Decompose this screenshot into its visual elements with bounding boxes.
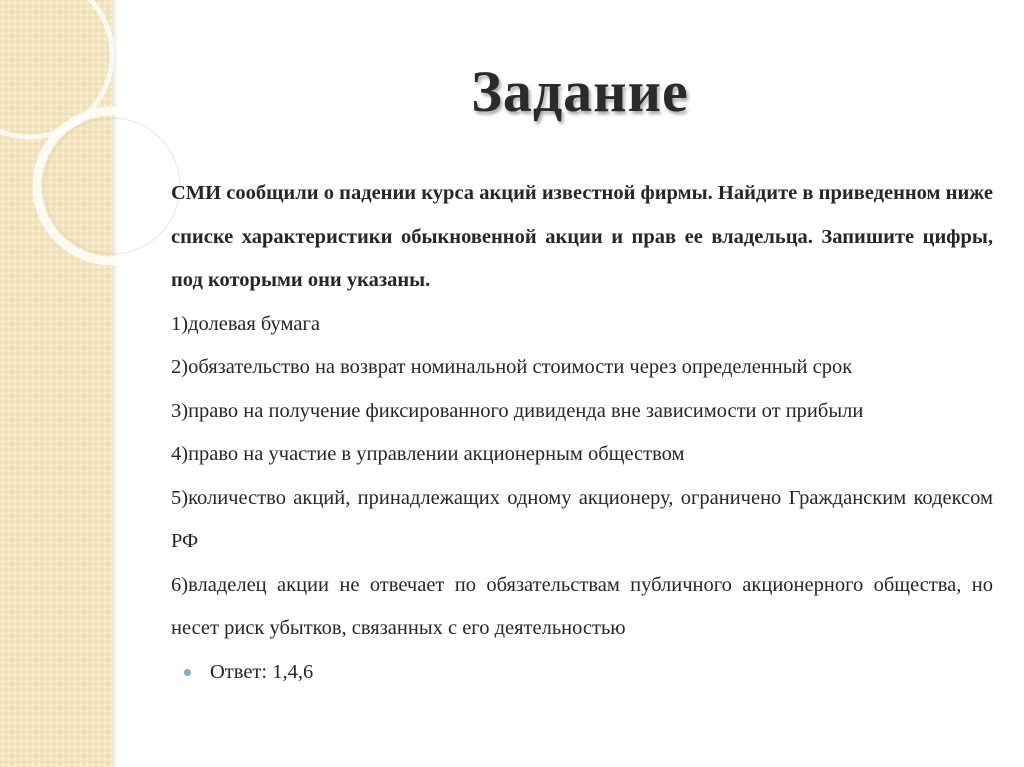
answer-text: Ответ: 1,4,6 [210,660,314,683]
list-item: 1)долевая бумага [171,312,320,335]
answer-line [171,651,993,695]
list-item: 6)владелец акции не отвечает по обязательствам публичного акционерного общества, но несет риск убытков, связанных с его деятельностью [171,573,993,639]
list-item: 4)право на участие в управлении акционерным обществом [171,443,685,465]
list-item: 5)количество акций, принадлежащих одному акционеру, ограничено Гражданским кодексом РФ [171,486,993,552]
list-item: 2)обязательство на возврат номинальной стоимости через определенный срок [171,356,853,378]
slide-content [171,172,993,694]
bullet-icon [177,662,197,682]
task-text: СМИ сообщили о падении курса акций известной фирмы. Найдите в приведенном ниже списке характеристики обыкновенной акции и прав ее владельца. Запишите цифры, под которыми они указаны. [171,182,993,291]
slide-title: Задание [471,59,689,124]
list-item: 3)право на получение фиксированного дивиденда вне зависимости от прибыли [171,399,864,422]
decorative-ring-middle-inner [44,118,180,254]
decorative-ring-middle [37,111,187,261]
